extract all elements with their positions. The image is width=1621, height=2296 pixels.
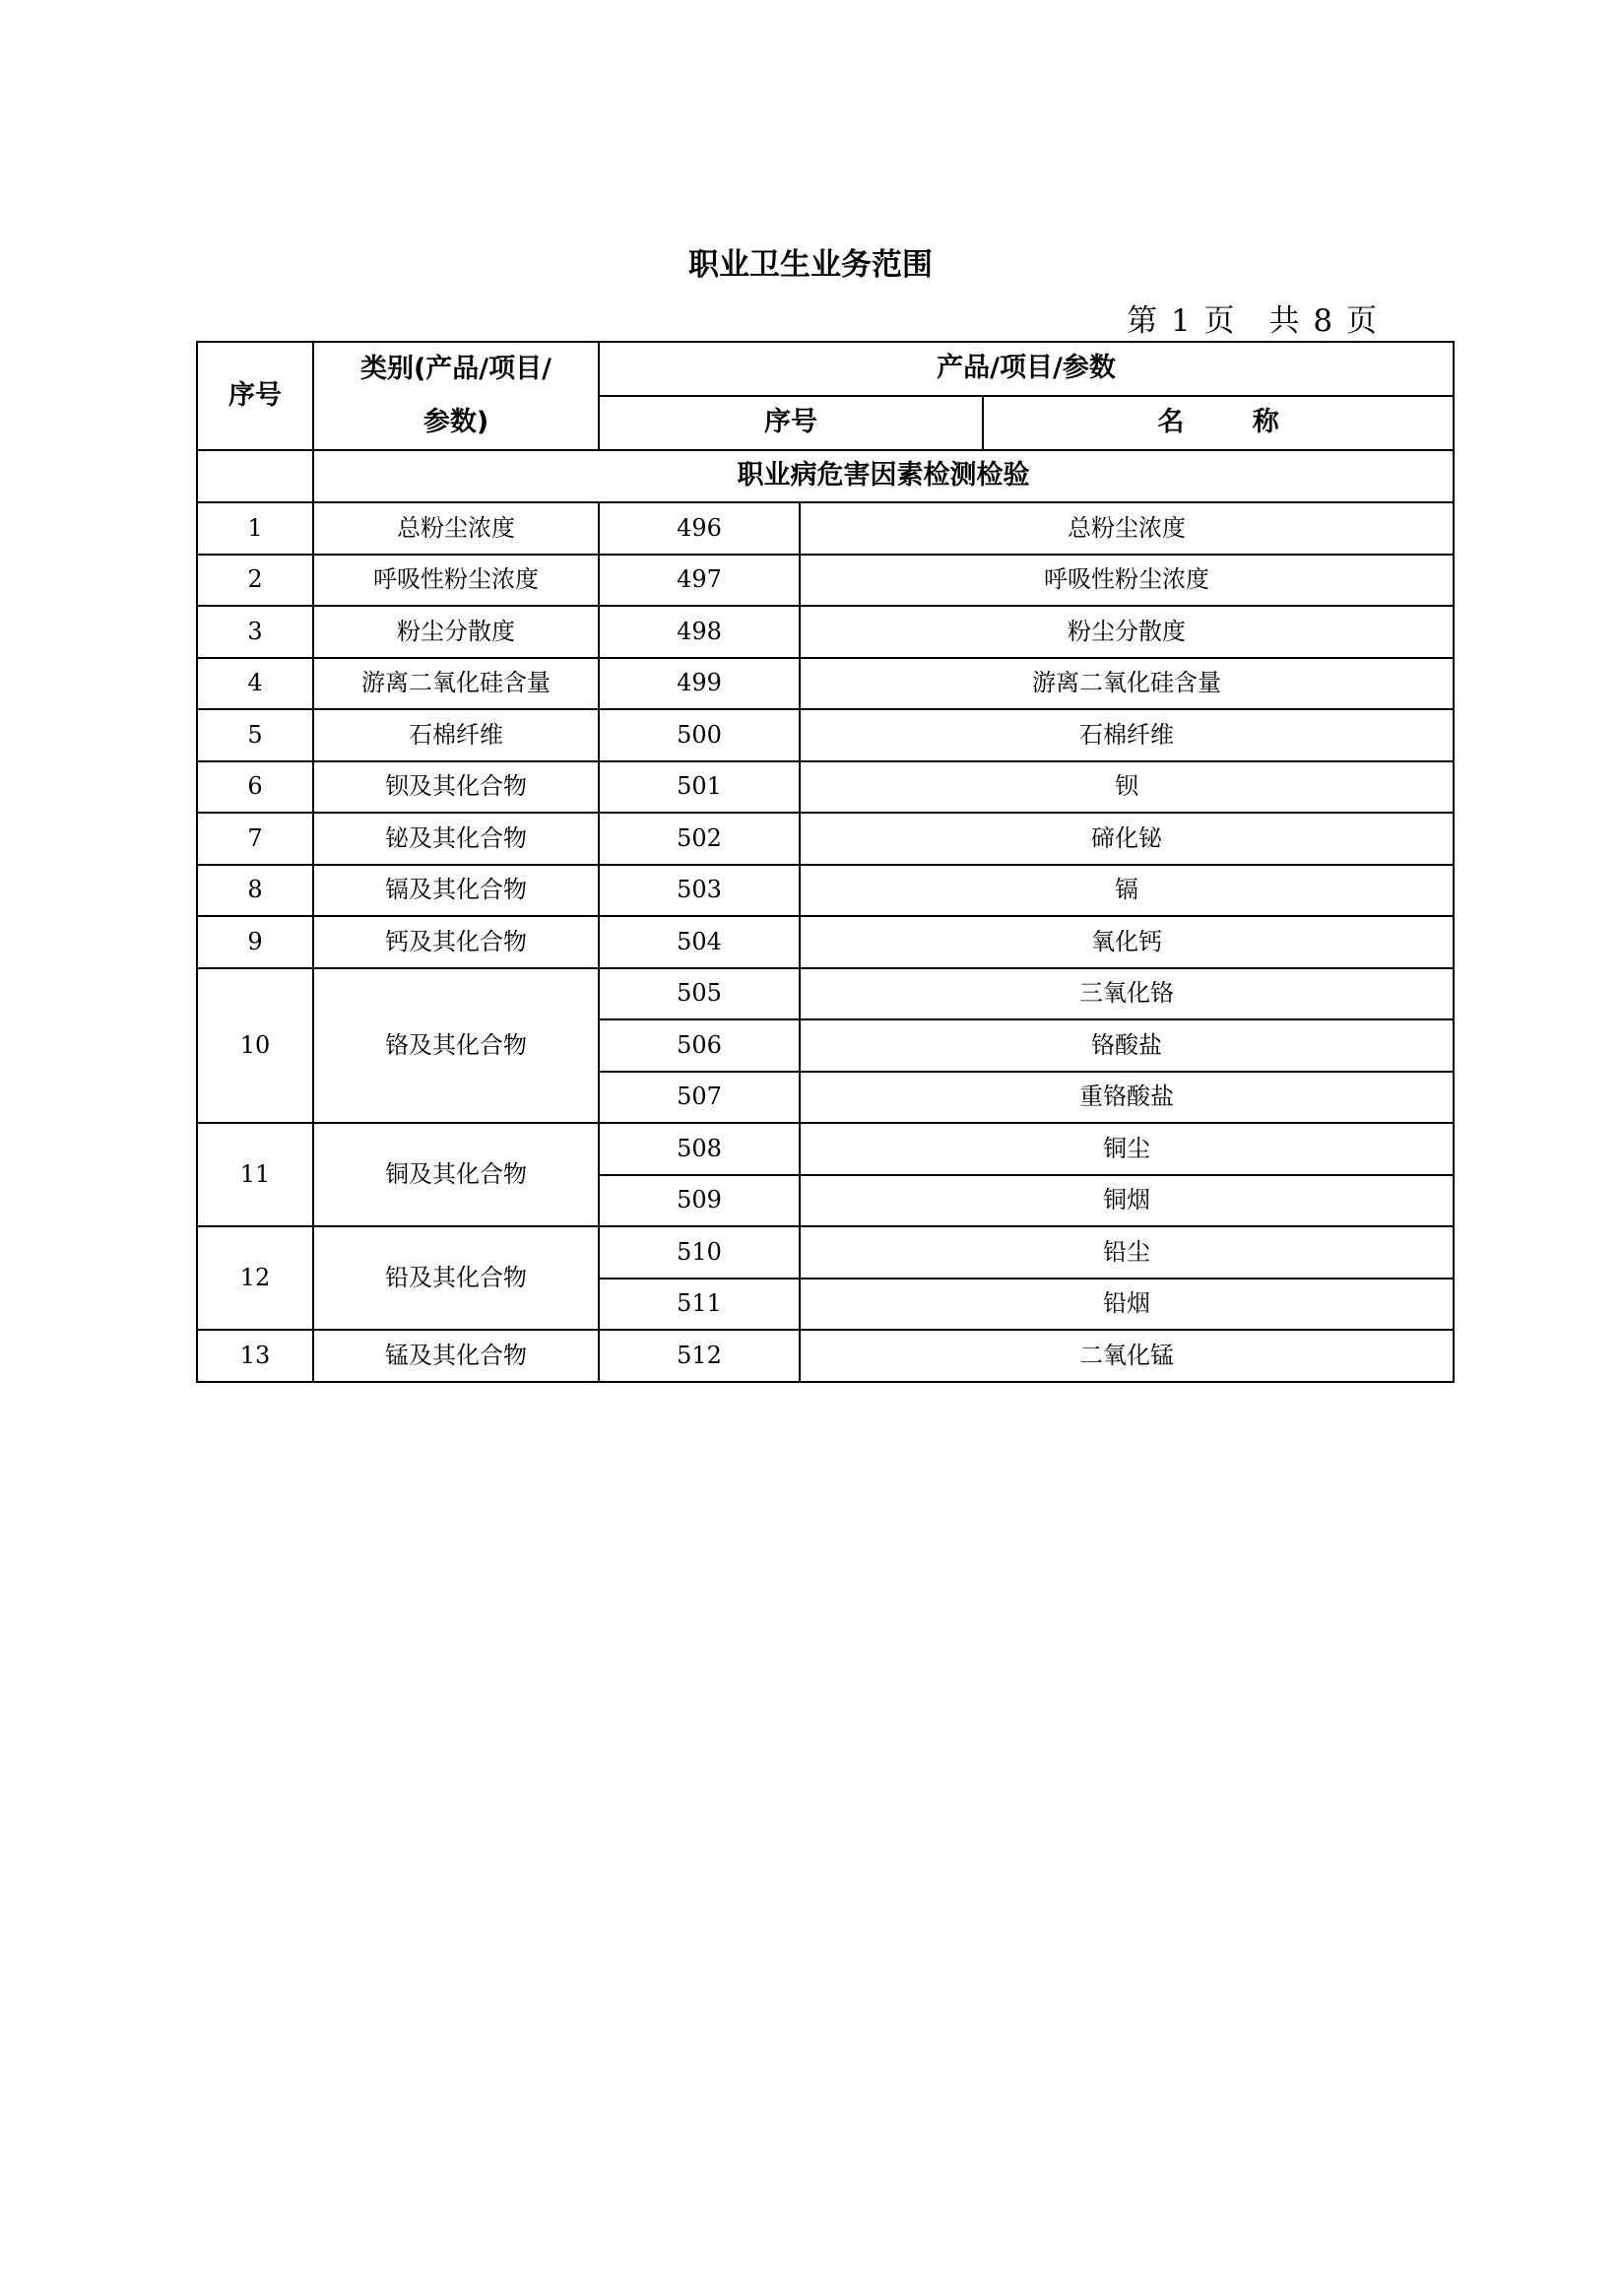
page-indicator: 第 1 页 共 8 页 [1127, 303, 1379, 339]
table-row [197, 813, 1454, 865]
row-category: 总粉尘浓度 [313, 502, 599, 555]
row-category: 铋及其化合物 [313, 813, 599, 865]
scope-table [196, 341, 1455, 1383]
seq-header: 序号 [197, 342, 313, 450]
item-number: 500 [599, 709, 800, 761]
item-number: 512 [599, 1330, 800, 1382]
product-seq-header: 序号 [599, 396, 983, 450]
table-row [197, 865, 1454, 917]
table-row [197, 916, 1454, 968]
table-row [197, 555, 1454, 607]
row-seq: 8 [197, 865, 313, 917]
table-row [197, 1330, 1454, 1382]
row-seq: 9 [197, 916, 313, 968]
item-name: 游离二氧化硅含量 [800, 658, 1454, 710]
row-seq: 5 [197, 709, 313, 761]
section-row [197, 450, 1454, 502]
row-seq: 4 [197, 658, 313, 710]
row-seq: 3 [197, 606, 313, 658]
item-number: 499 [599, 658, 800, 710]
row-seq: 2 [197, 555, 313, 607]
row-category: 钙及其化合物 [313, 916, 599, 968]
row-category: 铬及其化合物 [313, 968, 599, 1124]
item-name: 钡 [800, 761, 1454, 814]
item-name: 氧化钙 [800, 916, 1454, 968]
row-category: 铅及其化合物 [313, 1226, 599, 1330]
row-seq: 1 [197, 502, 313, 555]
item-name: 镉 [800, 865, 1454, 917]
row-category: 锰及其化合物 [313, 1330, 599, 1382]
row-seq: 12 [197, 1226, 313, 1330]
table-row [197, 709, 1454, 761]
item-name: 铜尘 [800, 1123, 1454, 1175]
item-name: 三氧化铬 [800, 968, 1454, 1020]
item-number: 496 [599, 502, 800, 555]
item-name: 重铬酸盐 [800, 1072, 1454, 1124]
item-number: 508 [599, 1123, 800, 1175]
table-row [197, 606, 1454, 658]
product-name-header: 名 称 [983, 396, 1454, 450]
item-name: 粉尘分散度 [800, 606, 1454, 658]
category-header-line1: 类别(产品/项目/ [359, 354, 552, 384]
row-seq: 11 [197, 1123, 313, 1226]
row-seq: 13 [197, 1330, 313, 1382]
item-number: 502 [599, 813, 800, 865]
item-number: 498 [599, 606, 800, 658]
row-category: 粉尘分散度 [313, 606, 599, 658]
item-number: 509 [599, 1175, 800, 1227]
row-category: 钡及其化合物 [313, 761, 599, 814]
category-header-line2: 参数) [422, 407, 489, 437]
item-number: 507 [599, 1072, 800, 1124]
item-name: 碲化铋 [800, 813, 1454, 865]
item-name: 铅烟 [800, 1279, 1454, 1331]
table-row [197, 1226, 1454, 1279]
category-header [313, 342, 599, 450]
table-row [197, 502, 1454, 555]
item-number: 503 [599, 865, 800, 917]
item-name: 铬酸盐 [800, 1019, 1454, 1072]
item-number: 506 [599, 1019, 800, 1072]
row-category: 游离二氧化硅含量 [313, 658, 599, 710]
product-group-header: 产品/项目/参数 [599, 342, 1454, 396]
document-title: 职业卫生业务范围 [688, 247, 933, 283]
section-title: 职业病危害因素检测检验 [313, 450, 1454, 502]
item-name: 石棉纤维 [800, 709, 1454, 761]
header-row [197, 342, 1454, 396]
table-row [197, 761, 1454, 814]
item-number: 505 [599, 968, 800, 1020]
table-row [197, 658, 1454, 710]
item-number: 504 [599, 916, 800, 968]
item-number: 510 [599, 1226, 800, 1279]
row-seq: 7 [197, 813, 313, 865]
row-seq: 10 [197, 968, 313, 1124]
row-category: 呼吸性粉尘浓度 [313, 555, 599, 607]
item-name: 铅尘 [800, 1226, 1454, 1279]
row-category: 镉及其化合物 [313, 865, 599, 917]
row-seq: 6 [197, 761, 313, 814]
table-row [197, 968, 1454, 1020]
item-name: 铜烟 [800, 1175, 1454, 1227]
item-number: 497 [599, 555, 800, 607]
table-row [197, 1123, 1454, 1175]
item-name: 总粉尘浓度 [800, 502, 1454, 555]
item-name: 呼吸性粉尘浓度 [800, 555, 1454, 607]
row-category: 铜及其化合物 [313, 1123, 599, 1226]
item-name: 二氧化锰 [800, 1330, 1454, 1382]
item-number: 511 [599, 1279, 800, 1331]
item-number: 501 [599, 761, 800, 814]
section-empty-cell [197, 450, 313, 502]
row-category: 石棉纤维 [313, 709, 599, 761]
